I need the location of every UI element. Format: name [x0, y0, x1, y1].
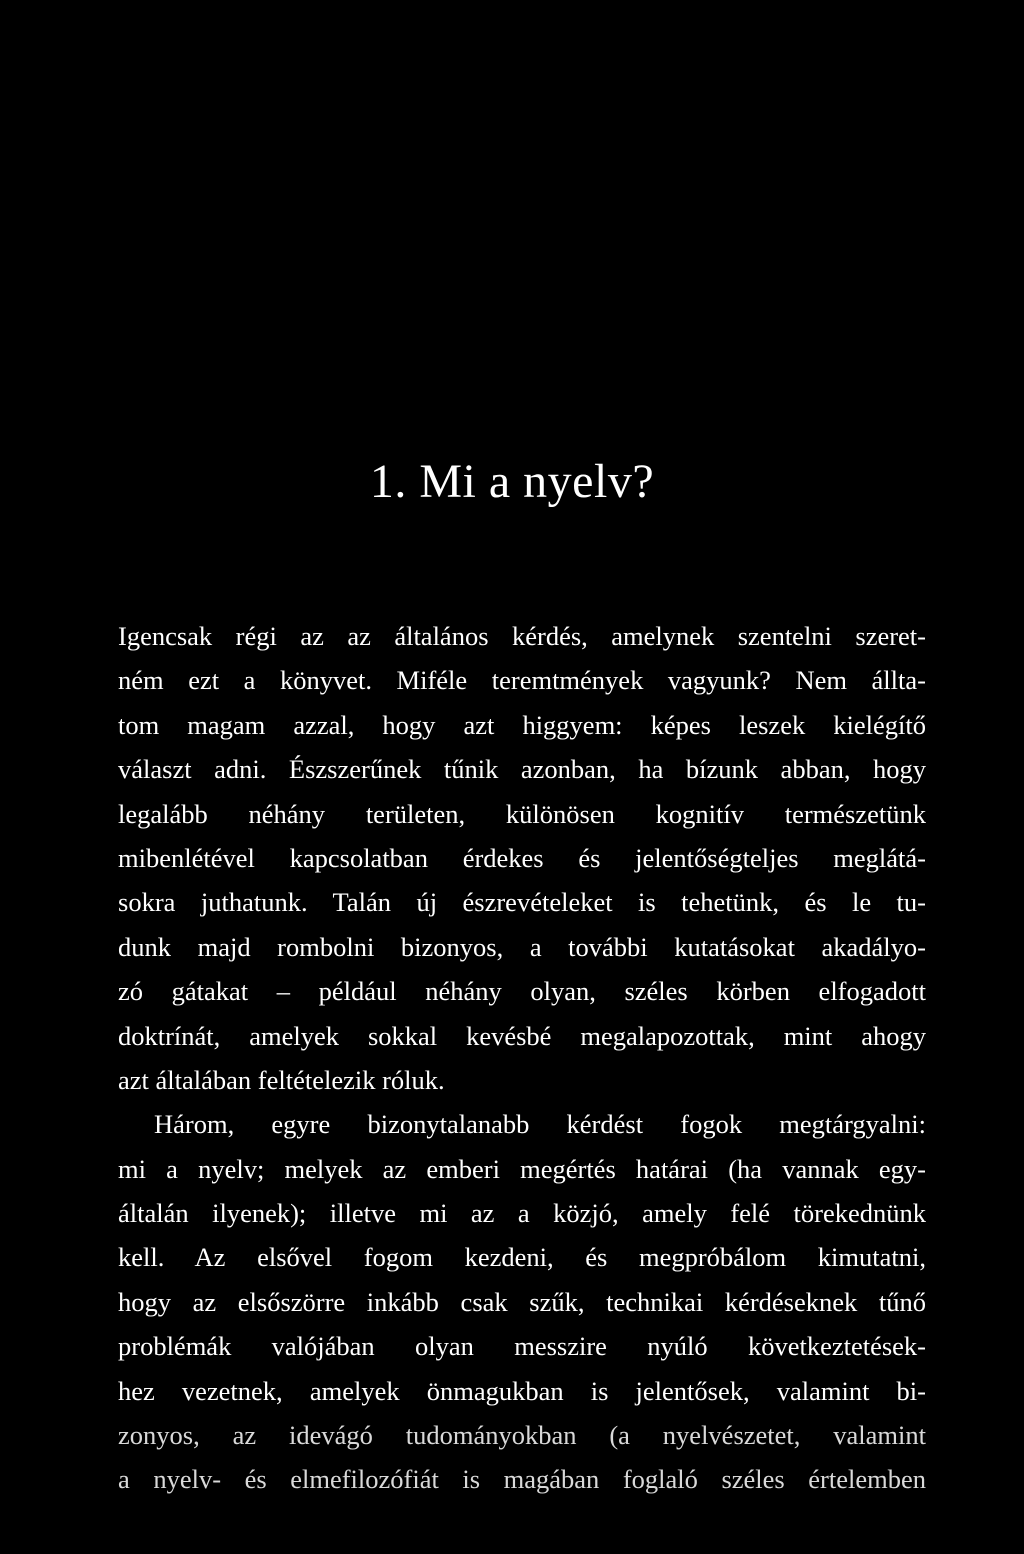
text-line: általán ilyenek); illetve mi az a közjó, amely felé törekednünk [118, 1198, 926, 1229]
paragraph-2 [118, 1102, 926, 1502]
text-line: a nyelv- és elmefilozófiát is magában foglaló széles értelemben [118, 1464, 926, 1495]
text-line: hogy az elsőszörre inkább csak szűk, technikai kérdéseknek tűnő [118, 1286, 926, 1317]
text-line: mibenlétével kapcsolatban érdekes és jelentőségteljes meglátá- [118, 842, 926, 873]
text-line: legalább néhány területen, különösen kognitív természetünk [118, 798, 926, 829]
text-line: azt általában feltételezik róluk. [118, 1064, 445, 1095]
text-line: zonyos, az idevágó tudományokban (a nyelvészetet, valamint [118, 1420, 926, 1451]
text-line: Három, egyre bizonytalanabb kérdést fogok megtárgyalni: [154, 1109, 926, 1140]
text-line: dunk majd rombolni bizonyos, a további kutatásokat akadályo- [118, 931, 926, 962]
text-line: ném ezt a könyvet. Miféle teremtmények vagyunk? Nem állta- [118, 665, 926, 696]
text-line: sokra juthatunk. Talán új észrevételeket is tehetünk, és le tu- [118, 887, 926, 918]
text-line: doktrínát, amelyek sokkal kevésbé megalapozottak, mint ahogy [118, 1020, 926, 1051]
body-text [118, 614, 926, 1502]
chapter-title: 1. Mi a nyelv? [369, 455, 655, 508]
paragraph-1 [118, 614, 926, 1102]
text-line: problémák valójában olyan messzire nyúló következtetések- [118, 1331, 926, 1362]
text-line: Igencsak régi az az általános kérdés, amelynek szentelni szeret- [118, 621, 926, 651]
text-line: tom magam azzal, hogy azt higgyem: képes leszek kielégítő [118, 709, 926, 740]
text-line: kell. Az elsővel fogom kezdeni, és megpróbálom kimutatni, [118, 1242, 926, 1273]
text-line: zó gátakat – például néhány olyan, széles körben elfogadott [118, 976, 926, 1007]
text-line: mi a nyelv; melyek az emberi megértés határai (ha vannak egy- [118, 1153, 926, 1184]
text-line: hez vezetnek, amelyek önmagukban is jelentősek, valamint bi- [118, 1375, 926, 1406]
text-line: választ adni. Észszerűnek tűnik azonban, ha bízunk abban, hogy [118, 754, 926, 785]
